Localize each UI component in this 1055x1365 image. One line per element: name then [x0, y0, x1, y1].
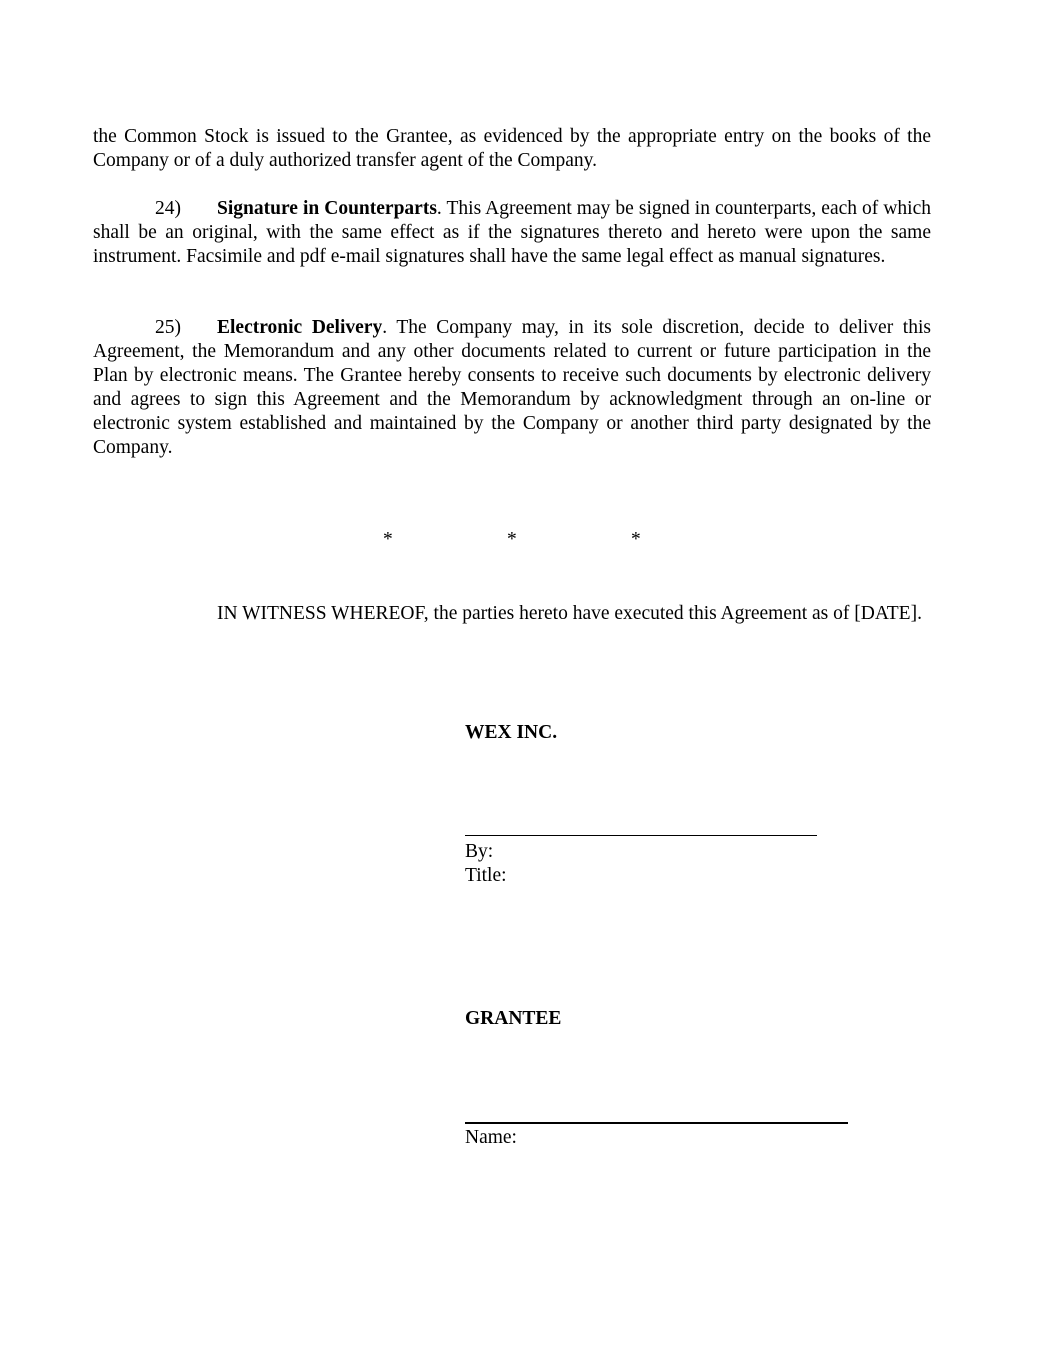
grantee-name-label: Name:: [465, 1127, 517, 1148]
section-24-heading: Signature in Counterparts: [217, 198, 437, 219]
witness-text: IN WITNESS WHEREOF, the parties hereto have executed this Agreement as of [DATE].: [217, 603, 922, 624]
section-25-paragraph: [93, 316, 931, 460]
company-signature-line: [465, 835, 817, 836]
section-24-body: . This Agreement may be signed in counterparts, each of which shall be an original, with the same effect as if the signatures thereto and hereto were upon the same instrument. Facsimile and pdf e-mail signatures shall have the same legal effect as manual signatures.: [93, 198, 932, 267]
grantee-name: GRANTEE: [465, 1008, 562, 1029]
separator-star: *: [631, 529, 641, 550]
section-24-paragraph: [93, 197, 931, 269]
separator-star: *: [383, 529, 393, 550]
company-title-label: Title:: [465, 865, 507, 886]
continuation-paragraph: the Common Stock is issued to the Grantee, as evidenced by the appropriate entry on the books of the Company or of a duly authorized transfer agent of the Company.: [93, 126, 931, 171]
separator-star: *: [507, 529, 517, 550]
section-25-number: 25): [155, 317, 181, 338]
company-by-label: By:: [465, 841, 494, 862]
section-24-number: 24): [155, 198, 181, 219]
grantee-signature-line: [465, 1122, 848, 1124]
witness-clause: [93, 602, 931, 626]
section-25-body: . The Company may, in its sole discretion, decide to deliver this Agreement, the Memorandum and any other documents related to current or future participation in the Plan by electronic means. The Grantee hereby consents to receive such documents by electronic delivery and agrees to sign this Agreement and the Memorandum by acknowledgment through an on-line or electronic system established and maintained by the Company or another third party designated by the Company.: [93, 317, 931, 458]
section-25-heading: Electronic Delivery: [217, 317, 383, 338]
company-name: WEX INC.: [465, 722, 558, 743]
